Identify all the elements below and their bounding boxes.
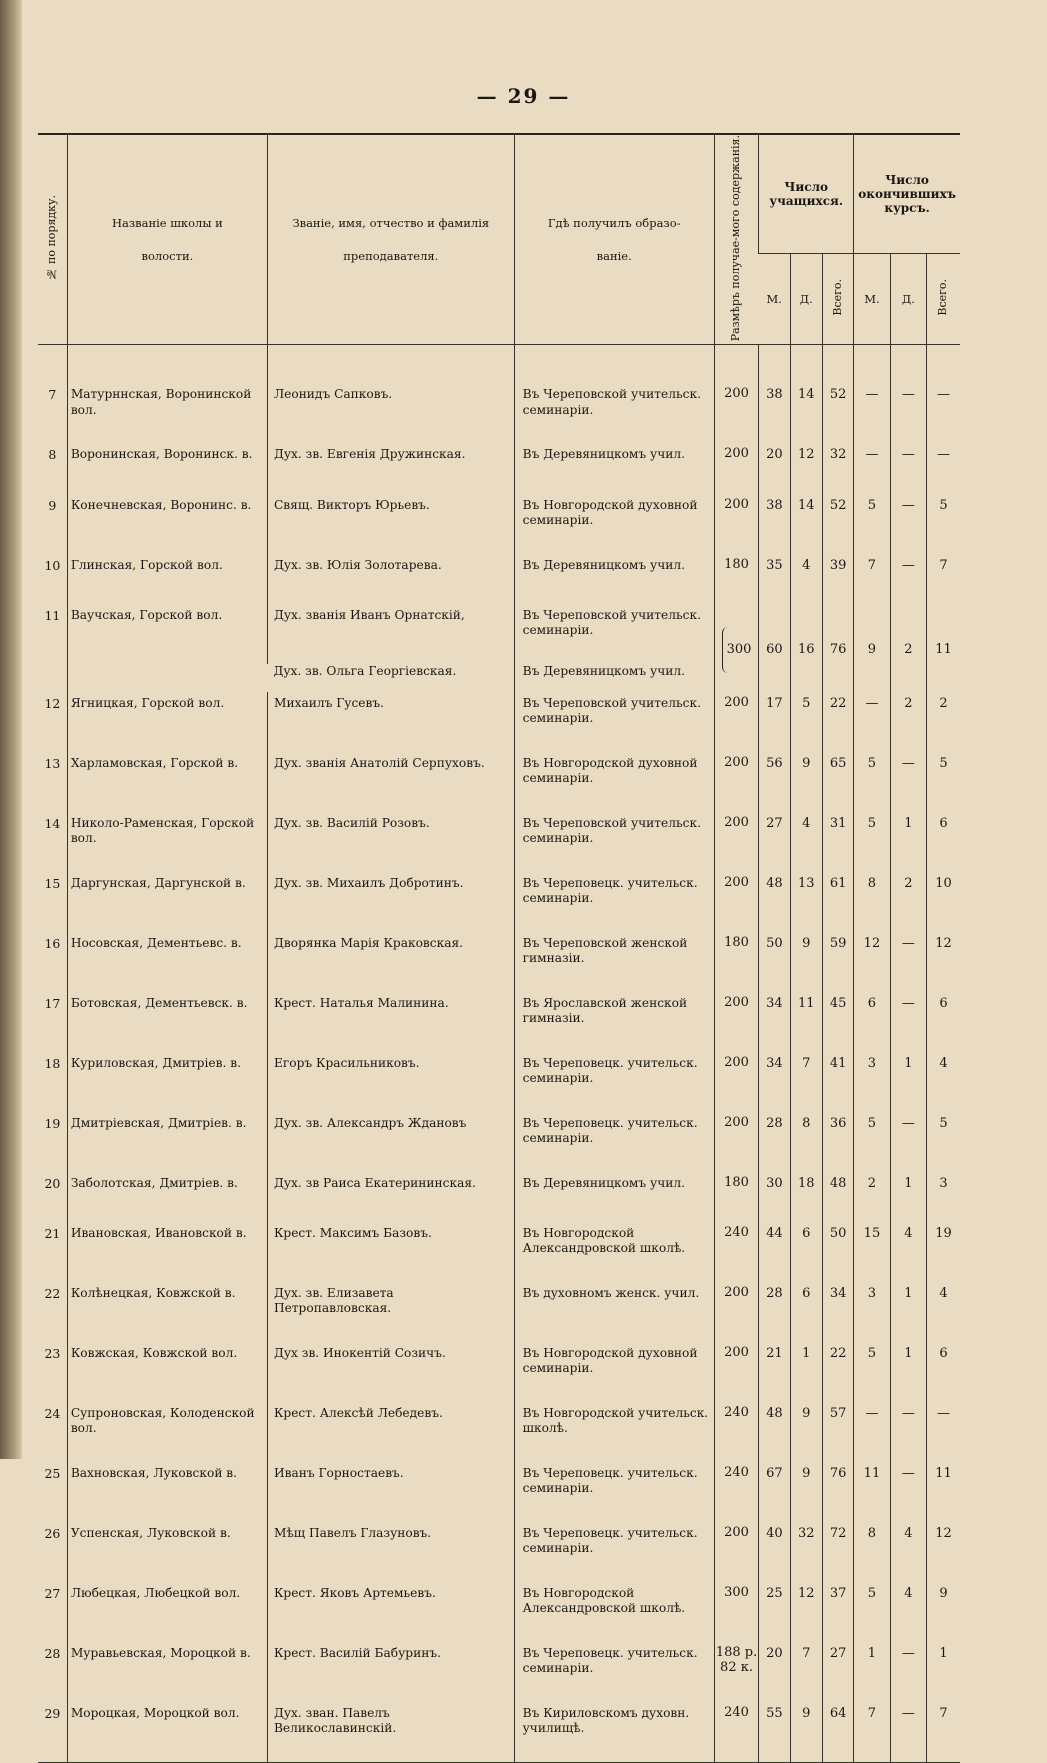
education-place: Въ Новгородской Александровской школѣ.	[514, 1222, 714, 1282]
table-row	[38, 1172, 960, 1222]
teacher-name: Дух. зв. Евгенія Дружинская.	[267, 443, 514, 493]
table-row	[38, 1282, 960, 1342]
graduates-m: 7	[854, 1702, 890, 1763]
graduates-total: 6	[927, 992, 960, 1052]
students-total: 22	[822, 692, 853, 752]
students-total: 27	[822, 1642, 853, 1702]
students-d: 13	[790, 872, 822, 932]
graduates-total: 5	[927, 1112, 960, 1172]
teacher-name: Леонидъ Сапковъ.	[267, 383, 514, 443]
students-m: 20	[759, 443, 790, 493]
row-number: 21	[44, 1226, 61, 1242]
graduates-total: 7	[927, 554, 960, 604]
education-place: Въ Череповской учительск. семинаріи.	[514, 604, 714, 664]
education-place: Въ Деревяницкомъ учил.	[514, 443, 714, 493]
students-m: 55	[759, 1702, 790, 1763]
students-m: 48	[759, 872, 790, 932]
graduates-m: 5	[854, 494, 890, 554]
teacher-name: Егоръ Красильниковъ.	[267, 1052, 514, 1112]
students-d: 6	[790, 1282, 822, 1342]
teacher-name: Дворянка Марія Краковская.	[267, 932, 514, 992]
education-place: Въ Новгородской духовной семинаріи.	[514, 1342, 714, 1402]
table-row	[38, 383, 960, 443]
students-m: 38	[759, 383, 790, 443]
education-place: Въ Новгородской духовной семинаріи.	[514, 494, 714, 554]
school-name: Вахновская, Луковской в.	[67, 1462, 267, 1522]
teacher-name: Дух. зв. Юлія Золотарева.	[267, 554, 514, 604]
school-name: Ивановская, Ивановской в.	[67, 1222, 267, 1282]
teacher-name-second: Дух. зв. Ольга Георгіевская.	[273, 663, 457, 678]
students-d: 32	[790, 1522, 822, 1582]
students-d: 12	[790, 1582, 822, 1642]
school-name: Воронинская, Воронинск. в.	[67, 443, 267, 493]
students-total: 48	[822, 1172, 853, 1222]
school-name: Мороцкая, Мороцкой вол.	[67, 1702, 267, 1763]
graduates-d: 1	[890, 1052, 926, 1112]
teacher-name: Дух. зв. Александръ Ждановъ	[267, 1112, 514, 1172]
graduates-d: 4	[890, 1522, 926, 1582]
row-number: 29	[38, 1702, 67, 1763]
students-m: 21	[759, 1342, 790, 1402]
header-graduates-d: Д.	[890, 253, 926, 344]
graduates-m: —	[854, 1402, 890, 1462]
table-row	[38, 554, 960, 604]
table-row	[38, 1052, 960, 1112]
students-m: 28	[759, 1282, 790, 1342]
education-place: Въ Кириловскомъ духовн. училищѣ.	[514, 1702, 714, 1763]
graduates-total: 10	[927, 872, 960, 932]
students-m: 34	[759, 992, 790, 1052]
school-name: Харламовская, Горской в.	[67, 752, 267, 812]
students-total: 50	[822, 1222, 853, 1282]
students-m: 60	[759, 604, 790, 692]
graduates-m: 5	[854, 1342, 890, 1402]
school-name: Дмитріевская, Дмитріев. в.	[67, 1112, 267, 1172]
graduates-d: 1	[890, 812, 926, 872]
graduates-d: —	[890, 1462, 926, 1522]
graduates-m: 5	[854, 812, 890, 872]
salary-value: 180	[714, 932, 758, 992]
row-number: 13	[44, 755, 61, 771]
header-students-d: Д.	[790, 253, 822, 344]
salary-value: 200	[714, 692, 758, 752]
school-name: Ваучская, Горской вол.	[67, 604, 267, 692]
row-number: 15	[44, 875, 61, 891]
table-row	[38, 1522, 960, 1582]
graduates-d: 2	[890, 692, 926, 752]
education-place: Въ Ярославской женской гимназіи.	[514, 992, 714, 1052]
school-name: Заболотская, Дмитріев. в.	[67, 1172, 267, 1222]
graduates-d: 4	[890, 1582, 926, 1642]
salary-value: 240	[714, 1402, 758, 1462]
salary-value: 200	[714, 494, 758, 554]
graduates-d: —	[890, 383, 926, 443]
table-row	[38, 1642, 960, 1702]
graduates-total: 2	[927, 692, 960, 752]
graduates-d: —	[890, 752, 926, 812]
graduates-d: —	[890, 1112, 926, 1172]
teacher-name: Дух. зван. Павелъ Великославинскій.	[267, 1702, 514, 1763]
graduates-total: 5	[927, 752, 960, 812]
graduates-total: 9	[927, 1582, 960, 1642]
table-row	[38, 932, 960, 992]
graduates-total: —	[927, 443, 960, 493]
row-number: 19	[44, 1115, 61, 1131]
header-students-m: М.	[759, 253, 790, 344]
students-total: 64	[822, 1702, 853, 1763]
school-name: Куриловская, Дмитріев. в.	[67, 1052, 267, 1112]
students-d: 7	[790, 1052, 822, 1112]
students-d: 16	[790, 604, 822, 692]
students-d: 4	[790, 812, 822, 872]
graduates-total: —	[927, 1402, 960, 1462]
graduates-m: 1	[854, 1642, 890, 1702]
table-row	[38, 1462, 960, 1522]
students-d: 14	[790, 494, 822, 554]
table-body	[38, 345, 960, 1763]
students-d: 9	[790, 1462, 822, 1522]
header-salary: Размѣръ получае-мого содержанія.	[714, 134, 758, 345]
graduates-total: 11	[927, 604, 960, 692]
teacher-name: Крест. Василій Бабуринъ.	[267, 1642, 514, 1702]
salary-value: 200	[714, 1112, 758, 1172]
graduates-m: 5	[854, 1112, 890, 1172]
header-teacher: Званіе, имя, отчество и фамилія преподавателя.	[267, 134, 514, 345]
students-d: 9	[790, 1702, 822, 1763]
students-d: 18	[790, 1172, 822, 1222]
graduates-d: —	[890, 992, 926, 1052]
table-row	[38, 1222, 960, 1282]
salary-value: 240	[714, 1462, 758, 1522]
salary-value: 200	[714, 812, 758, 872]
table-header	[38, 134, 960, 345]
teacher-name: Дух. зв Раиса Екатерининская.	[267, 1172, 514, 1222]
students-d: 4	[790, 554, 822, 604]
table-row	[38, 1702, 960, 1763]
row-number: 18	[44, 1055, 61, 1071]
students-total: 36	[822, 1112, 853, 1172]
table-row	[38, 1342, 960, 1402]
students-m: 50	[759, 932, 790, 992]
students-m: 20	[759, 1642, 790, 1702]
teacher-name: Дух. званія Анатолій Серпуховъ.	[267, 752, 514, 812]
students-d: 14	[790, 383, 822, 443]
teacher-name: Иванъ Горностаевъ.	[267, 1462, 514, 1522]
salary-value: 200	[714, 1342, 758, 1402]
graduates-total: 5	[927, 494, 960, 554]
salary-value: 240	[714, 1222, 758, 1282]
students-total: 32	[822, 443, 853, 493]
graduates-m: 5	[854, 752, 890, 812]
graduates-m: —	[854, 692, 890, 752]
school-name: Успенская, Луковской в.	[67, 1522, 267, 1582]
table-row	[38, 692, 960, 752]
teacher-name: Дух. званія Иванъ Орнатскій,	[267, 604, 514, 664]
students-m: 28	[759, 1112, 790, 1172]
graduates-m: 3	[854, 1052, 890, 1112]
education-place: Въ Череповецк. учительск. семинаріи.	[514, 1462, 714, 1522]
salary-value: 200	[714, 752, 758, 812]
book-binding-shadow	[0, 0, 22, 1459]
teacher-name: Михаилъ Гусевъ.	[267, 692, 514, 752]
students-total: 52	[822, 494, 853, 554]
school-name: Любецкая, Любецкой вол.	[67, 1582, 267, 1642]
school-name: Конечневская, Воронинс. в.	[67, 494, 267, 554]
salary-brace: 300	[722, 627, 752, 673]
graduates-m: 6	[854, 992, 890, 1052]
graduates-d: 1	[890, 1342, 926, 1402]
salary-value: 180	[714, 1172, 758, 1222]
students-total: 37	[822, 1582, 853, 1642]
graduates-m: 3	[854, 1282, 890, 1342]
salary-value: 300	[714, 1582, 758, 1642]
graduates-d: 2	[890, 872, 926, 932]
school-name: Носовская, Дементьевс. в.	[67, 932, 267, 992]
graduates-m: 5	[854, 1582, 890, 1642]
students-d: 7	[790, 1642, 822, 1702]
students-d: 12	[790, 443, 822, 493]
students-total: 65	[822, 752, 853, 812]
graduates-d: —	[890, 932, 926, 992]
teacher-name: Крест. Наталья Малинина.	[267, 992, 514, 1052]
graduates-total: 4	[927, 1282, 960, 1342]
header-graduates-total: Всего.	[927, 253, 960, 344]
row-number: 14	[44, 815, 61, 831]
graduates-total: 4	[927, 1052, 960, 1112]
salary-value: 200	[714, 872, 758, 932]
students-d: 9	[790, 1402, 822, 1462]
students-m: 56	[759, 752, 790, 812]
graduates-m: 9	[854, 604, 890, 692]
graduates-total: 6	[927, 1342, 960, 1402]
school-name: Ковжская, Ковжской вол.	[67, 1342, 267, 1402]
row-number: 17	[44, 995, 61, 1011]
salary-value: 200	[714, 443, 758, 493]
teacher-name: Дух. зв. Василій Розовъ.	[267, 812, 514, 872]
table-row	[38, 1402, 960, 1462]
students-m: 25	[759, 1582, 790, 1642]
students-total: 39	[822, 554, 853, 604]
students-m: 35	[759, 554, 790, 604]
graduates-total: 12	[927, 932, 960, 992]
row-number: 9	[48, 497, 57, 513]
row-number: 25	[44, 1466, 61, 1482]
education-place: Въ Новгородской Александровской школѣ.	[514, 1582, 714, 1642]
students-m: 30	[759, 1172, 790, 1222]
page-number: — 29 —	[476, 84, 571, 108]
graduates-d: —	[890, 1702, 926, 1763]
teacher-name: Дух. зв. Елизавета Петропавловская.	[267, 1282, 514, 1342]
teacher-name: Крест. Яковъ Артемьевъ.	[267, 1582, 514, 1642]
graduates-d: 1	[890, 1172, 926, 1222]
table-row	[38, 992, 960, 1052]
table-row	[38, 752, 960, 812]
graduates-m: 8	[854, 1522, 890, 1582]
table-row	[38, 1582, 960, 1642]
table-row	[38, 604, 960, 664]
row-number: 28	[44, 1646, 61, 1662]
table-row	[38, 443, 960, 493]
salary-value: 240	[714, 1702, 758, 1763]
table-row	[38, 1112, 960, 1172]
row-number: 22	[44, 1286, 61, 1302]
graduates-d: —	[890, 494, 926, 554]
school-name: Матурннская, Воронинской вол.	[67, 383, 267, 443]
salary-value: 200	[714, 992, 758, 1052]
header-students: Число учащихся.	[759, 134, 854, 253]
students-d: 5	[790, 692, 822, 752]
students-total: 22	[822, 1342, 853, 1402]
students-d: 8	[790, 1112, 822, 1172]
education-place-second: Въ Деревяницкомъ учил.	[514, 664, 714, 692]
school-name: Ботовская, Дементьевск. в.	[67, 992, 267, 1052]
row-number: 23	[44, 1346, 61, 1362]
salary-value: 180	[714, 554, 758, 604]
students-m: 17	[759, 692, 790, 752]
education-place: Въ Деревяницкомъ учил.	[514, 1172, 714, 1222]
students-m: 27	[759, 812, 790, 872]
graduates-total: 12	[927, 1522, 960, 1582]
salary-value: 200	[714, 1282, 758, 1342]
row-number: 27	[44, 1586, 61, 1602]
teacher-name: Свящ. Викторъ Юрьевъ.	[267, 494, 514, 554]
school-name: Ягницкая, Горской вол.	[67, 692, 267, 752]
graduates-d: —	[890, 1642, 926, 1702]
row-number: 16	[44, 935, 61, 951]
graduates-total: 11	[927, 1462, 960, 1522]
graduates-m: 11	[854, 1462, 890, 1522]
graduates-m: 15	[854, 1222, 890, 1282]
graduates-m: 2	[854, 1172, 890, 1222]
students-total: 45	[822, 992, 853, 1052]
education-place: Въ Череповецк. учительск. семинаріи.	[514, 1052, 714, 1112]
students-m: 44	[759, 1222, 790, 1282]
education-place: Въ духовномъ женск. учил.	[514, 1282, 714, 1342]
students-total: 59	[822, 932, 853, 992]
row-number: 26	[44, 1526, 61, 1542]
row-number: 12	[44, 695, 61, 711]
students-total: 61	[822, 872, 853, 932]
students-m: 38	[759, 494, 790, 554]
graduates-m: 12	[854, 932, 890, 992]
salary-value: 200	[714, 383, 758, 443]
graduates-d: —	[890, 443, 926, 493]
education-place: Въ Череповской учительск. семинаріи.	[514, 812, 714, 872]
students-total: 76	[822, 604, 853, 692]
row-number: 24	[44, 1406, 61, 1422]
school-teachers-table	[38, 133, 960, 1763]
students-total: 52	[822, 383, 853, 443]
graduates-total: —	[927, 383, 960, 443]
graduates-m: —	[854, 443, 890, 493]
students-m: 34	[759, 1052, 790, 1112]
graduates-total: 1	[927, 1642, 960, 1702]
school-name: Николо-Раменская, Горской вол.	[67, 812, 267, 872]
school-name: Муравьевская, Мороцкой в.	[67, 1642, 267, 1702]
teacher-name: Мѣщ Павелъ Глазуновъ.	[267, 1522, 514, 1582]
salary-value: 200	[714, 1522, 758, 1582]
row-number: 11	[44, 607, 61, 623]
education-place: Въ Череповецк. учительск. семинаріи.	[514, 1522, 714, 1582]
education-place: Въ Череповской учительск. семинаріи.	[514, 383, 714, 443]
students-d: 1	[790, 1342, 822, 1402]
students-m: 48	[759, 1402, 790, 1462]
school-name: Даргунская, Даргунской в.	[67, 872, 267, 932]
graduates-total: 7	[927, 1702, 960, 1763]
teacher-name: Крест. Алексѣй Лебедевъ.	[267, 1402, 514, 1462]
education-place: Въ Череповской женской гимназіи.	[514, 932, 714, 992]
students-total: 57	[822, 1402, 853, 1462]
students-m: 67	[759, 1462, 790, 1522]
students-d: 6	[790, 1222, 822, 1282]
graduates-d: 2	[890, 604, 926, 692]
graduates-m: 7	[854, 554, 890, 604]
graduates-d: —	[890, 554, 926, 604]
education-place: Въ Новгородской учительск. школѣ.	[514, 1402, 714, 1462]
graduates-m: —	[854, 383, 890, 443]
graduates-d: —	[890, 1402, 926, 1462]
salary-value: 188 р. 82 к.	[714, 1642, 758, 1702]
teacher-name: Крест. Максимъ Базовъ.	[267, 1222, 514, 1282]
graduates-d: 1	[890, 1282, 926, 1342]
school-name: Глинская, Горской вол.	[67, 554, 267, 604]
school-name: Супроновская, Колоденской вол.	[67, 1402, 267, 1462]
school-name: Колѣнецкая, Ковжской в.	[67, 1282, 267, 1342]
teacher-name: Дух зв. Инокентій Созичъ.	[267, 1342, 514, 1402]
education-place: Въ Череповецк. учительск. семинаріи.	[514, 872, 714, 932]
row-number: 8	[48, 447, 57, 463]
graduates-total: 19	[927, 1222, 960, 1282]
teacher-name: Дух. зв. Михаилъ Добротинъ.	[267, 872, 514, 932]
students-d: 9	[790, 932, 822, 992]
header-school: Названіе школы и волости.	[67, 134, 267, 345]
header-students-total: Всего.	[822, 253, 853, 344]
students-m: 40	[759, 1522, 790, 1582]
graduates-total: 3	[927, 1172, 960, 1222]
graduates-d: 4	[890, 1222, 926, 1282]
education-place: Въ Череповецк. учительск. семинаріи.	[514, 1112, 714, 1172]
table-row	[38, 872, 960, 932]
table-row	[38, 494, 960, 554]
table-row	[38, 812, 960, 872]
students-total: 72	[822, 1522, 853, 1582]
header-graduates: Число окончившихъ курсъ.	[854, 134, 960, 253]
header-education: Гдѣ получилъ образо- ваніе.	[514, 134, 714, 345]
row-number: 7	[48, 387, 57, 403]
students-total: 31	[822, 812, 853, 872]
education-place: Въ Череповской учительск. семинаріи.	[514, 692, 714, 752]
students-total: 34	[822, 1282, 853, 1342]
table-spacer-row	[38, 345, 960, 384]
row-number: 10	[44, 557, 61, 573]
education-place: Въ Череповецк. учительск. семинаріи.	[514, 1642, 714, 1702]
students-total: 76	[822, 1462, 853, 1522]
salary-value	[714, 604, 758, 692]
header-graduates-m: М.	[854, 253, 890, 344]
salary-value: 200	[714, 1052, 758, 1112]
header-index: № по порядку.	[38, 134, 67, 345]
students-total: 41	[822, 1052, 853, 1112]
graduates-total: 6	[927, 812, 960, 872]
graduates-m: 8	[854, 872, 890, 932]
students-d: 9	[790, 752, 822, 812]
education-place: Въ Новгородской духовной семинаріи.	[514, 752, 714, 812]
students-d: 11	[790, 992, 822, 1052]
row-number: 20	[44, 1175, 61, 1191]
education-place: Въ Деревяницкомъ учил.	[514, 554, 714, 604]
